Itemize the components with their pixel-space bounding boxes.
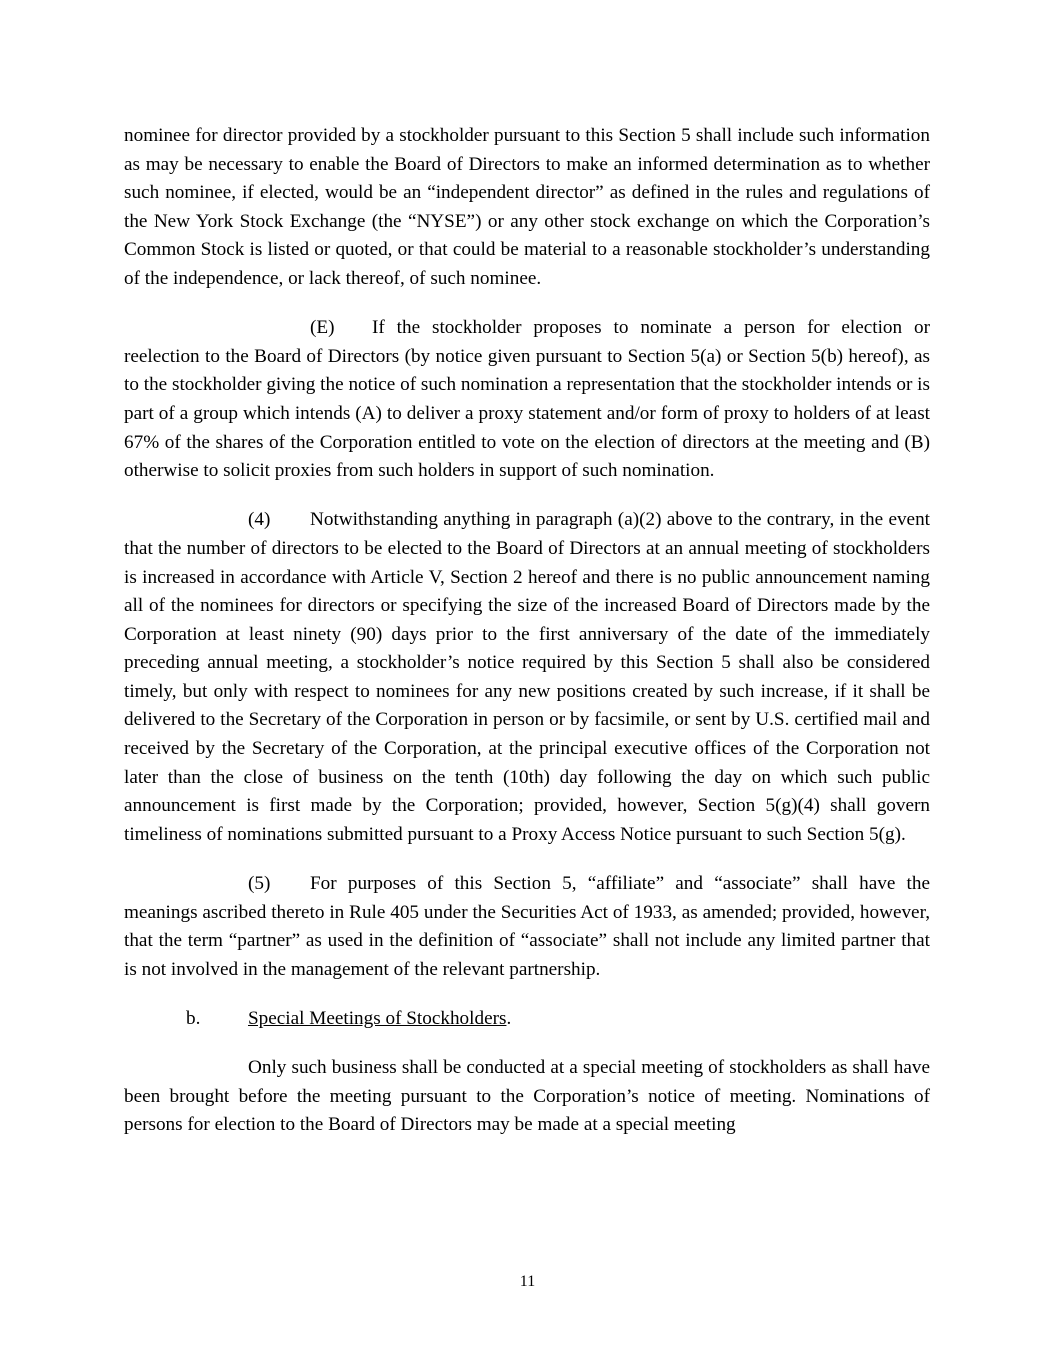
paragraph-text: Only such business shall be conducted at a special meeting of stockholders as shall have been brought before the meeting pursuant to the Corporation’s notice of meeting. Nominations of persons for election to the Board of Directors may be made at a special meeting: [124, 1057, 930, 1136]
section-heading-special-meetings: [186, 1005, 930, 1034]
paragraph-4-timeliness: [124, 506, 930, 849]
heading-title: Special Meetings of Stockholders: [248, 1008, 507, 1029]
paragraph-label: (5): [248, 873, 271, 895]
heading-label: b.: [186, 1008, 201, 1029]
document-page: [124, 122, 930, 1161]
heading-suffix: .: [506, 1008, 512, 1029]
page-number: 11: [519, 1273, 536, 1290]
paragraph-text: If the stockholder proposes to nominate a person for election or reelection to the Board of Directors (by notice given pursuant to Section 5(a) or Section 5(b) hereof), as to the stockholder giving the notice of such nomination a representation that the stockholder intends or is part of a group which intends (A) to deliver a proxy statement and/or form of proxy to holders of at least 67% of the shares of the Corporation entitled to vote on the election of directors at the meeting and (B) otherwise to solicit proxies from such holders in support of such nomination.: [124, 317, 930, 482]
paragraph-e-proxy-representation: [124, 314, 930, 486]
paragraph-special-meeting-business: [124, 1054, 930, 1140]
paragraph-nominee-info: [124, 122, 930, 294]
paragraph-label: (E): [310, 317, 335, 339]
paragraph-label: (4): [248, 509, 271, 531]
paragraph-text: nominee for director provided by a stockholder pursuant to this Section 5 shall include such information as may be necessary to enable the Board of Directors to make an informed determination as to whether such nominee, if elected, would be an “independent director” as defined in the rules and regulations of the New York Stock Exchange (the “NYSE”) or any other stock exchange on which the Corporation’s Common Stock is listed or quoted, or that could be material to a reasonable stockholder’s understanding of the independence, or lack thereof, of such nominee.: [124, 125, 930, 289]
paragraph-text: Notwithstanding anything in paragraph (a)(2) above to the contrary, in the event that the number of directors to be elected to the Board of Directors at an annual meeting of stockholders is increased in accordance with Article V, Section 2 hereof and there is no public announcement naming all of the nominees for directors or specifying the size of the increased Board of Directors made by the Corporation at least ninety (90) days prior to the first anniversary of the date of the immediately preceding annual meeting, a stockholder’s notice required by this Section 5 shall also be considered timely, but only with respect to nominees for any new positions created by such increase, if it shall be delivered to the Secretary of the Corporation in person or by facsimile, or sent by U.S. certified mail and received by the Secretary of the Corporation, at the principal executive offices of the Corporation not later than the close of business on the tenth (10th) day following the day on which such public announcement is first made by the Corporation; provided, however, Section 5(g)(4) shall govern timeliness of nominations submitted pursuant to a Proxy Access Notice pursuant to such Section 5(g).: [124, 509, 930, 845]
paragraph-5-definitions: [124, 870, 930, 984]
paragraph-text: For purposes of this Section 5, “affiliate” and “associate” shall have the meanings ascribed thereto in Rule 405 under the Securities Act of 1933, as amended; provided, however, that the term “partner” as used in the definition of “associate” shall not include any limited partner that is not involved in the management of the relevant partnership.: [124, 873, 930, 980]
